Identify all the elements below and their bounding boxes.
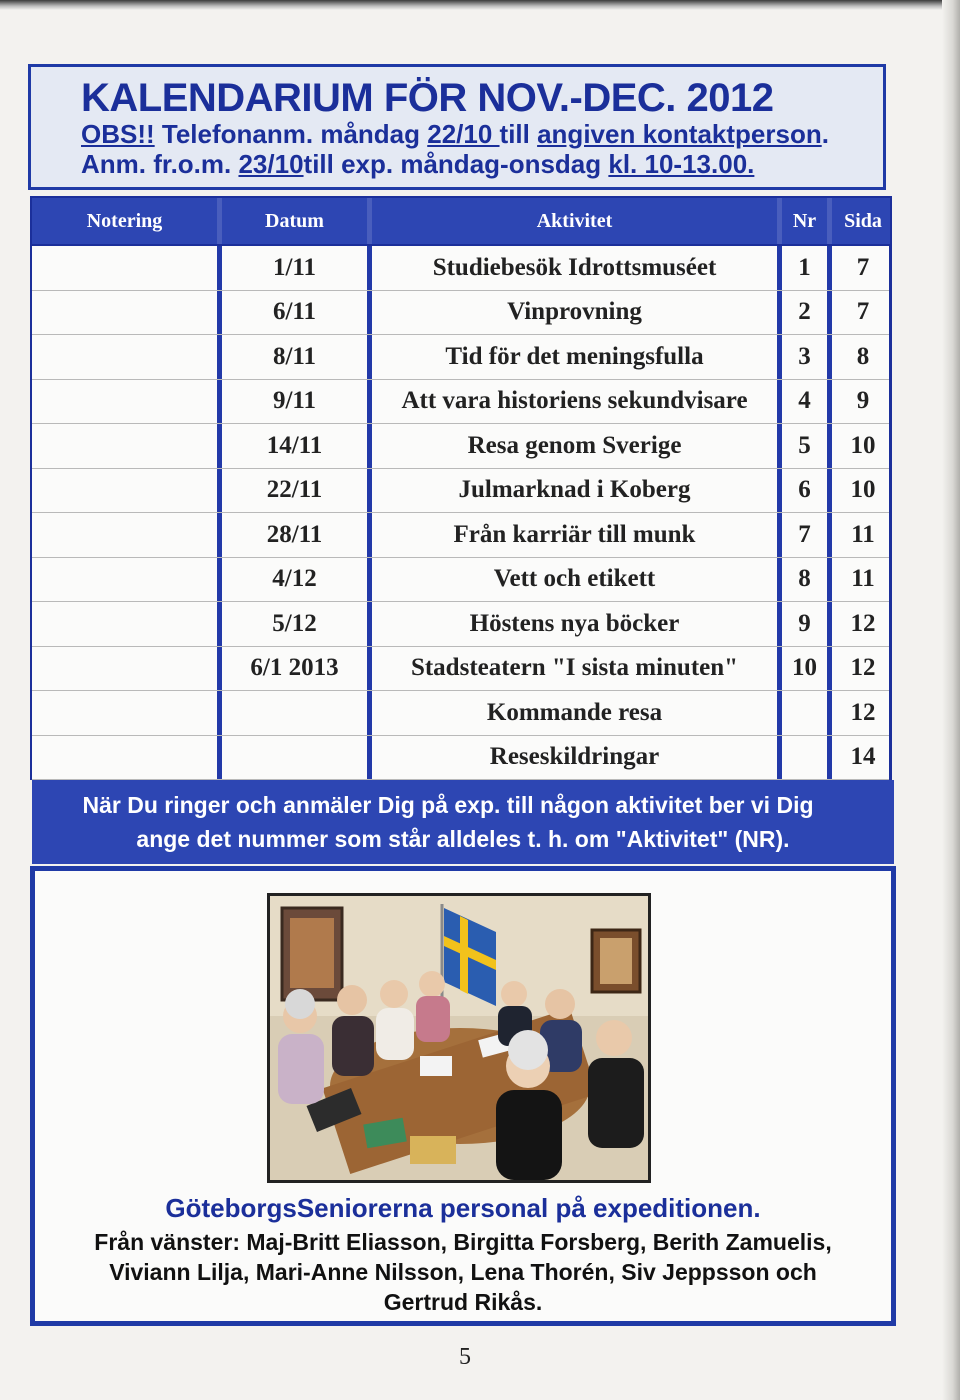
- note-cell: [32, 291, 222, 335]
- page-edge: [0, 0, 960, 10]
- page-cell: 10: [850, 476, 876, 504]
- hours-date: 23/10: [238, 149, 304, 179]
- obs-label: OBS!!: [81, 119, 155, 149]
- table-row: [32, 469, 889, 514]
- page-cell: 12: [850, 698, 876, 726]
- table-row: [32, 246, 889, 291]
- hours-text: Anm. fr.o.m.: [81, 149, 239, 179]
- activity-cell: Julmarknad i Koberg: [372, 469, 782, 513]
- note-cell: [32, 380, 222, 424]
- date-cell: 8/11: [222, 335, 372, 379]
- date-cell: 28/11: [222, 513, 372, 557]
- page-cell: 12: [850, 609, 876, 637]
- hours-time: kl. 10-13.00.: [608, 149, 755, 179]
- date-cell: 5/12: [222, 602, 372, 646]
- nr-cell: 2: [782, 291, 832, 335]
- nr-cell: 9: [782, 602, 832, 646]
- column-header-sida: Sida: [844, 209, 882, 232]
- activity-cell: Stadsteatern "I sista minuten": [372, 647, 782, 691]
- activity-cell: Vinprovning: [372, 291, 782, 335]
- caption-line-1: Från vänster: Maj-Britt Eliasson, Birgitta Forsberg, Berith Zamuelis,: [94, 1229, 832, 1255]
- page-edge-right: [942, 0, 960, 1400]
- activity-cell: Tid för det meningsfulla: [372, 335, 782, 379]
- page-cell: 10: [850, 431, 876, 459]
- notice-text: Telefonanm. måndag: [154, 119, 428, 149]
- date-cell: 22/11: [222, 469, 372, 513]
- column-header-nr: Nr: [782, 198, 832, 244]
- notice-date: 22/10: [427, 119, 500, 149]
- photo-box: [30, 866, 896, 1326]
- date-cell: 9/11: [222, 380, 372, 424]
- nr-cell: 4: [782, 380, 832, 424]
- note-cell: [32, 691, 222, 735]
- column-header-aktivitet: Aktivitet: [372, 198, 782, 244]
- page-cell: 7: [856, 298, 870, 326]
- page-cell: 9: [856, 387, 870, 415]
- date-cell: 6/11: [222, 291, 372, 335]
- activity-cell: Studiebesök Idrottsmuséet: [372, 246, 782, 290]
- page-cell: 11: [851, 565, 875, 593]
- table-row: [32, 736, 889, 781]
- photo-caption-title: GöteborgsSeniorerna personal på expeditionen.: [165, 1193, 761, 1223]
- nr-cell: 8: [782, 558, 832, 602]
- note-cell: [32, 335, 222, 379]
- table-row: [32, 380, 889, 425]
- table-row: [32, 647, 889, 692]
- date-cell: 14/11: [222, 424, 372, 468]
- table-row: [32, 558, 889, 603]
- nr-cell: [782, 736, 832, 780]
- notice-period: .: [821, 119, 829, 149]
- note-cell: [32, 602, 222, 646]
- date-cell: 1/11: [222, 246, 372, 290]
- note-cell: [32, 736, 222, 780]
- activity-cell: Resa genom Sverige: [372, 424, 782, 468]
- page-cell: 12: [850, 654, 876, 682]
- nr-cell: 5: [782, 424, 832, 468]
- calendar-title: KALENDARIUM FÖR NOV.-DEC. 2012: [81, 76, 774, 120]
- table-row: [32, 291, 889, 336]
- office-hours-notice: [81, 149, 883, 179]
- page-cell: 8: [856, 342, 870, 370]
- note-cell: [32, 558, 222, 602]
- nr-cell: 1: [782, 246, 832, 290]
- note-cell: [32, 246, 222, 290]
- date-cell: [222, 736, 372, 780]
- nr-cell: [782, 691, 832, 735]
- date-cell: [222, 691, 372, 735]
- note-cell: [32, 424, 222, 468]
- calendar-header: [28, 64, 886, 190]
- nr-cell: 3: [782, 335, 832, 379]
- photo-caption-names: [35, 1227, 891, 1317]
- page-cell: 14: [850, 743, 876, 771]
- notice-contact: angiven kontaktperson: [537, 119, 822, 149]
- phone-notice: [81, 119, 883, 149]
- calendar-table: [30, 196, 892, 780]
- activity-cell: Från karriär till munk: [372, 513, 782, 557]
- date-cell: 4/12: [222, 558, 372, 602]
- column-header-datum: Datum: [222, 198, 372, 244]
- notice-text-2: till: [499, 119, 538, 149]
- info-line-1: När Du ringer och anmäler Dig på exp. till någon aktivitet ber vi Dig: [82, 792, 814, 818]
- info-line-2: ange det nummer som står alldeles t. h. om "Aktivitet" (NR).: [136, 826, 790, 852]
- activity-cell: Höstens nya böcker: [372, 602, 782, 646]
- page-cell: 7: [856, 253, 870, 281]
- hours-text-2: till exp. måndag-onsdag: [303, 149, 609, 179]
- caption-line-2: Viviann Lilja, Mari-Anne Nilsson, Lena Thorén, Siv Jeppsson och: [109, 1259, 817, 1285]
- table-header: [30, 196, 892, 246]
- activity-cell: Kommande resa: [372, 691, 782, 735]
- activity-cell: Vett och etikett: [372, 558, 782, 602]
- caption-line-3: Gertrud Rikås.: [383, 1289, 543, 1315]
- page-cell: 11: [851, 520, 875, 548]
- nr-cell: 7: [782, 513, 832, 557]
- table-row: [32, 602, 889, 647]
- table-row: [32, 335, 889, 380]
- nr-cell: 10: [782, 647, 832, 691]
- registration-info: [32, 780, 894, 864]
- date-cell: 6/1 2013: [222, 647, 372, 691]
- table-row: [32, 513, 889, 558]
- note-cell: [32, 469, 222, 513]
- nr-cell: 6: [782, 469, 832, 513]
- staff-photo: [267, 893, 651, 1183]
- table-body: [30, 246, 892, 780]
- activity-cell: Reseskildringar: [372, 736, 782, 780]
- activity-cell: Att vara historiens sekundvisare: [372, 380, 782, 424]
- table-row: [32, 424, 889, 469]
- column-header-notering: Notering: [32, 198, 222, 244]
- note-cell: [32, 513, 222, 557]
- page-number: 5: [459, 1344, 471, 1370]
- note-cell: [32, 647, 222, 691]
- table-row: [32, 691, 889, 736]
